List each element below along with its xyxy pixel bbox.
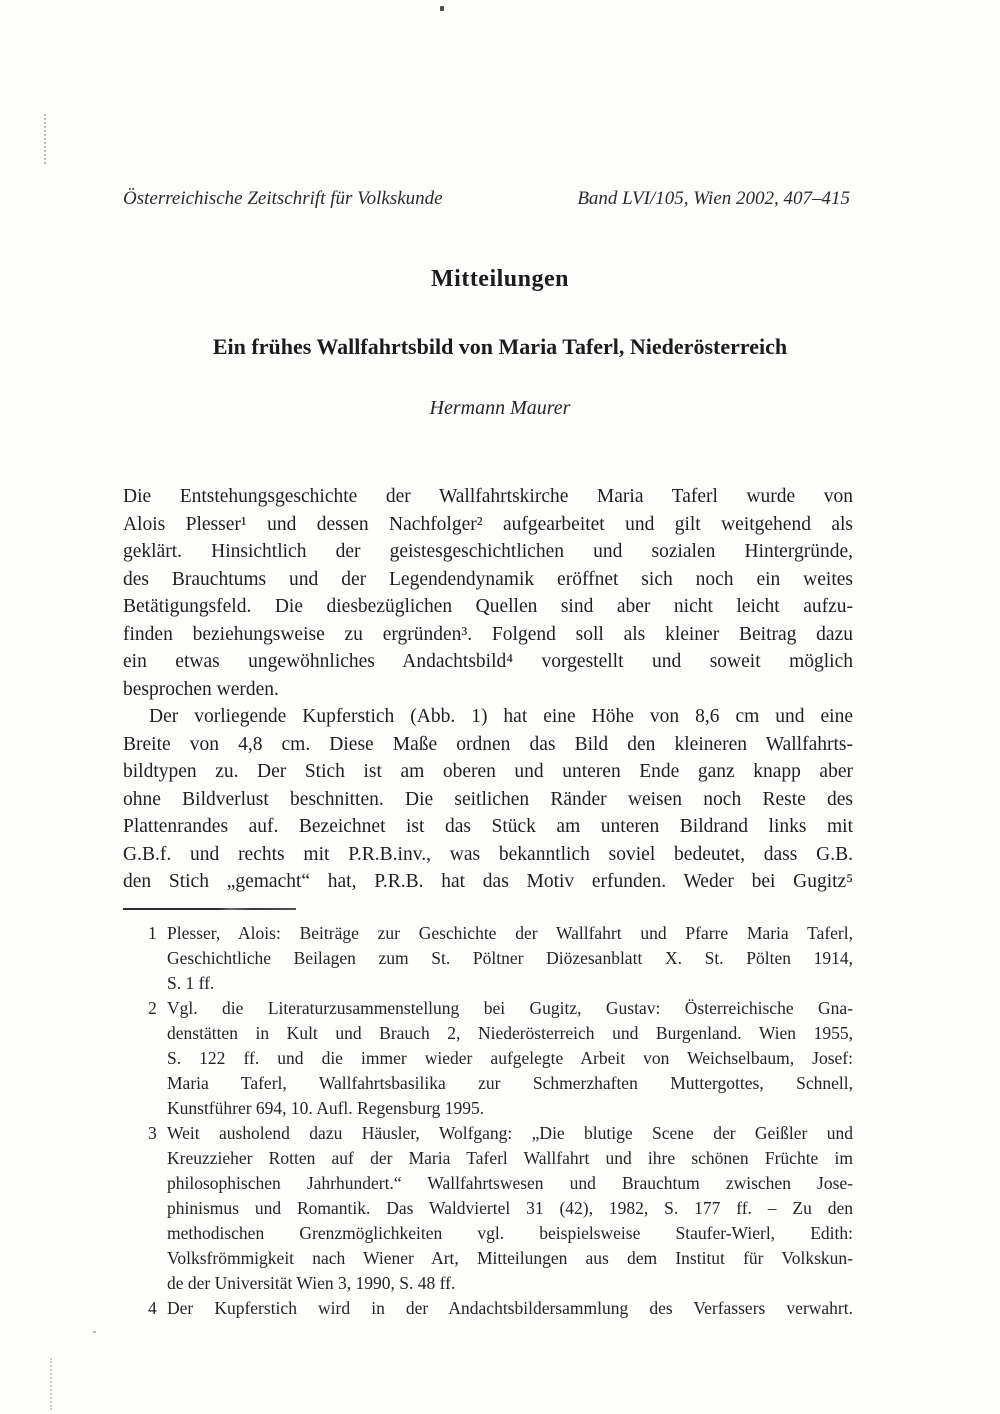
- paragraph: [123, 483, 853, 703]
- issue-info: Band LVI/105, Wien 2002, 407–415: [577, 188, 850, 209]
- text-line: S. 1 ff.: [167, 973, 215, 993]
- text-line: den Stich „gemacht“ hat, P.R.B. hat das Motiv erfunden. Weder bei Gugitz⁵: [123, 871, 853, 892]
- scan-margin-mark: [50, 1358, 52, 1410]
- scan-margin-mark: [44, 114, 46, 164]
- text-line: Betätigungsfeld. Die diesbezüglichen Quellen sind aber nicht leicht aufzu-: [123, 596, 853, 617]
- text-line: Volksfrömmigkeit nach Wiener Art, Mitteilungen aus dem Institut für Volkskun-: [167, 1248, 853, 1268]
- footnote-text: [167, 1296, 853, 1321]
- text-line: ohne Bildverlust beschnitten. Die seitlichen Ränder weisen noch Reste des: [123, 788, 853, 810]
- text-line: Alois Plesser¹ und dessen Nachfolger² aufgearbeitet und gilt weitgehend als: [123, 513, 853, 535]
- text-line: Maria Taferl, Wallfahrtsbasilika zur Schmerzhaften Muttergottes, Schnell,: [167, 1073, 853, 1093]
- scan-speck: [440, 6, 444, 11]
- text-line: Plesser, Alois: Beiträge zur Geschichte der Wallfahrt und Pfarre Maria Taferl,: [167, 923, 853, 943]
- author-name: Hermann Maurer: [429, 397, 571, 419]
- text-line: Kunstführer 694, 10. Aufl. Regensburg 1995.: [167, 1098, 485, 1118]
- page-header: [123, 188, 850, 210]
- footnote-text: [167, 996, 853, 1121]
- text-line: besprochen werden.: [123, 678, 279, 700]
- footnote-text: [167, 1121, 853, 1296]
- footnote: [148, 996, 853, 1121]
- text-line: Der vorliegende Kupferstich (Abb. 1) hat eine Höhe von 8,6 cm und eine: [149, 706, 853, 727]
- text-line: philosophischen Jahrhundert.“ Wallfahrtswesen und Brauchtum zwischen Jose-: [167, 1173, 853, 1193]
- text-line: phinismus und Romantik. Das Waldviertel 31 (42), 1982, S. 177 ff. – Zu den: [167, 1198, 853, 1218]
- article-title: Ein frühes Wallfahrtsbild von Maria Taferl, Niederösterreich: [212, 334, 788, 359]
- footnote-number: 4: [148, 1298, 157, 1318]
- text-line: Vgl. die Literaturzusammenstellung bei Gugitz, Gustav: Österreichische Gna-: [167, 998, 853, 1018]
- footnote-separator: [123, 908, 296, 910]
- footnote-number: 1: [148, 923, 157, 943]
- text-line: ein etwas ungewöhnliches Andachtsbild⁴ vorgestellt und soweit möglich: [123, 651, 853, 672]
- footnote: [148, 921, 853, 996]
- text-line: finden beziehungsweise zu ergründen³. Folgend soll als kleiner Beitrag dazu: [123, 623, 853, 645]
- text-line: denstätten in Kult und Brauch 2, Niederösterreich und Burgenland. Wien 1955,: [167, 1023, 853, 1043]
- text-line: de der Universität Wien 3, 1990, S. 48 ff.: [167, 1273, 456, 1293]
- article-body: [123, 483, 853, 896]
- text-line: geklärt. Hinsichtlich der geistesgeschichtlichen und sozialen Hintergründe,: [123, 541, 853, 562]
- text-line: methodischen Grenzmöglichkeiten vgl. beispielsweise Staufer-Wierl, Edith:: [167, 1223, 853, 1243]
- footnote-text: [167, 921, 853, 996]
- footnote-number: 2: [148, 998, 157, 1018]
- text-line: Der Kupferstich wird in der Andachtsbildersammlung des Verfassers verwahrt.: [167, 1298, 853, 1318]
- text-line: Geschichtliche Beilagen zum St. Pöltner Diözesanblatt X. St. Pölten 1914,: [167, 948, 853, 968]
- text-line: Die Entstehungsgeschichte der Wallfahrtskirche Maria Taferl wurde von: [123, 486, 853, 507]
- footnote: [148, 1296, 853, 1321]
- text-line: bildtypen zu. Der Stich ist am oberen und unteren Ende ganz knapp aber: [123, 761, 853, 782]
- footnote-number: 3: [148, 1123, 157, 1143]
- footnote: [148, 1121, 853, 1296]
- paragraph: [123, 703, 853, 896]
- footnotes-block: [148, 921, 853, 1321]
- text-line: Weit ausholend dazu Häusler, Wolfgang: „Die blutige Scene der Geißler und: [167, 1123, 853, 1143]
- journal-title: Österreichische Zeitschrift für Volkskunde: [123, 188, 443, 209]
- text-line: Plattenrandes auf. Bezeichnet ist das Stück am unteren Bildrand links mit: [123, 816, 853, 837]
- scan-speck: [93, 1331, 96, 1333]
- text-line: G.B.f. und rechts mit P.R.B.inv., was bekanntlich soviel bedeutet, dass G.B.: [123, 843, 853, 865]
- text-line: S. 122 ff. und die immer wieder aufgelegte Arbeit von Weichselbaum, Josef:: [167, 1048, 853, 1068]
- text-line: Kreuzzieher Rotten auf der Maria Taferl Wallfahrt und ihre schönen Früchte im: [167, 1148, 853, 1168]
- section-title: Mitteilungen: [431, 266, 569, 292]
- text-line: des Brauchtums und der Legendendynamik eröffnet sich noch ein weites: [123, 568, 853, 590]
- text-line: Breite von 4,8 cm. Diese Maße ordnen das Bild den kleineren Wallfahrts-: [123, 733, 853, 755]
